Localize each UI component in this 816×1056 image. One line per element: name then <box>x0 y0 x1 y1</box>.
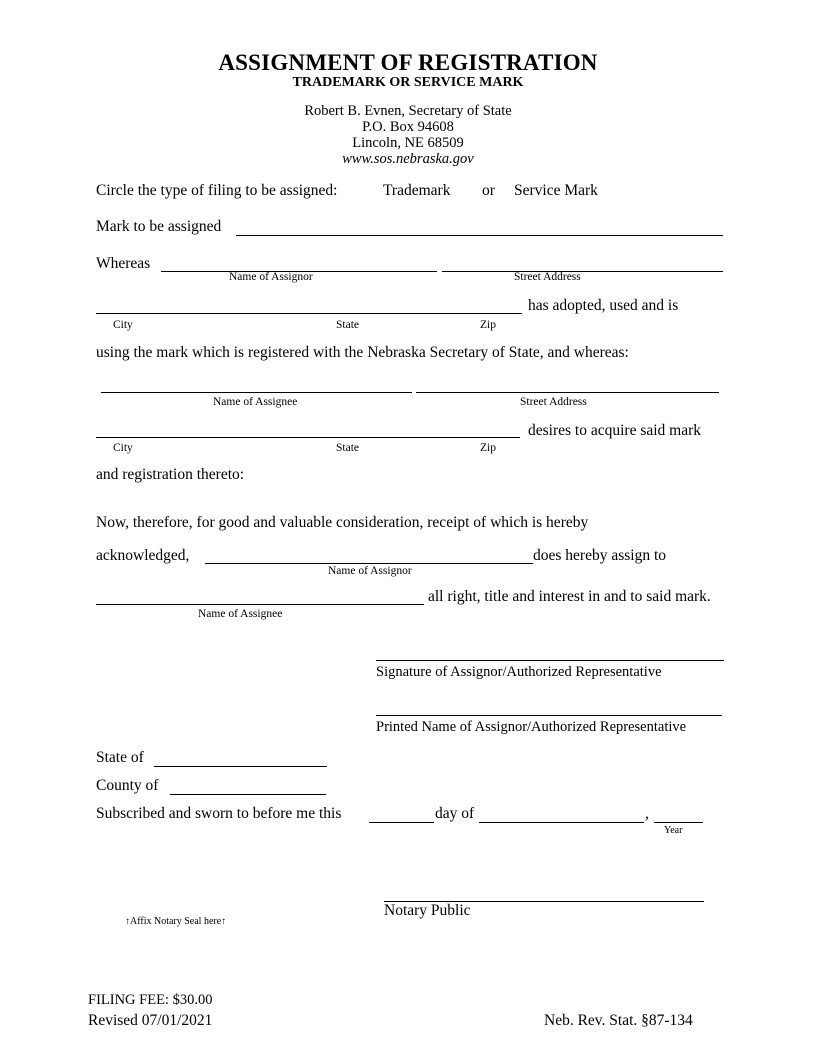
month-line[interactable] <box>479 822 644 823</box>
assignee-city-state-zip-line[interactable] <box>96 437 520 438</box>
assignor-street-caption: Street Address <box>514 271 581 283</box>
address-line-1: Robert B. Evnen, Secretary of State <box>304 103 512 119</box>
desires-text: desires to acquire said mark <box>528 422 702 439</box>
registration-text: and registration thereto: <box>96 466 245 483</box>
assignor-street-line[interactable] <box>442 271 723 272</box>
registered-text: using the mark which is registered with the Nebraska Secretary of State, and whereas: <box>96 344 629 361</box>
page-title: ASSIGNMENT OF REGISTRATION <box>218 50 598 75</box>
state-of-line[interactable] <box>154 766 327 767</box>
whereas-label: Whereas <box>96 255 151 272</box>
assignor-zip-caption: Zip <box>480 319 496 331</box>
county-of-label: County of <box>96 777 159 794</box>
address-line-2: P.O. Box 94608 <box>362 119 454 135</box>
filing-fee: FILING FEE: $30.00 <box>88 992 213 1008</box>
assignee-street-line[interactable] <box>416 392 719 393</box>
assignor-name-caption: Name of Assignor <box>229 271 313 283</box>
printed-name-line[interactable] <box>376 715 722 716</box>
assign-assignor-caption: Name of Assignor <box>328 565 412 577</box>
filing-type-prompt: Circle the type of filing to be assigned: <box>96 182 338 199</box>
page-subtitle: TRADEMARK OR SERVICE MARK <box>292 75 524 90</box>
mark-input-line[interactable] <box>236 235 723 236</box>
assignee-street-caption: Street Address <box>520 396 587 408</box>
assignee-name-caption: Name of Assignee <box>213 396 298 408</box>
assignor-city-state-zip-line[interactable] <box>96 313 522 314</box>
assignee-state-caption: State <box>336 442 359 454</box>
assign-assignee-caption: Name of Assignee <box>198 608 283 620</box>
notary-public-caption: Notary Public <box>384 902 471 919</box>
acknowledged-text: acknowledged, <box>96 547 190 564</box>
state-of-label: State of <box>96 749 144 766</box>
assignor-city-caption: City <box>113 319 133 331</box>
consideration-text: Now, therefore, for good and valuable consideration, receipt of which is hereby <box>96 514 589 531</box>
year-caption: Year <box>664 825 683 836</box>
day-of-label: day of <box>435 805 475 822</box>
mark-label: Mark to be assigned <box>96 218 222 235</box>
revised-date: Revised 07/01/2021 <box>88 1012 213 1029</box>
filing-option-trademark[interactable]: Trademark <box>383 182 451 199</box>
signature-line[interactable] <box>376 660 724 661</box>
assignee-zip-caption: Zip <box>480 442 496 454</box>
adopted-text: has adopted, used and is <box>528 297 679 314</box>
assign-assignee-line[interactable] <box>96 604 424 605</box>
statute-reference: Neb. Rev. Stat. §87-134 <box>544 1012 693 1029</box>
printed-name-caption: Printed Name of Assignor/Authorized Representative <box>376 719 687 735</box>
assignor-state-caption: State <box>336 319 359 331</box>
day-line[interactable] <box>369 822 434 823</box>
year-line[interactable] <box>654 822 703 823</box>
filing-option-service-mark[interactable]: Service Mark <box>514 182 598 199</box>
county-of-line[interactable] <box>170 794 326 795</box>
assign-assignor-line[interactable] <box>205 563 533 564</box>
assign-to-text: does hereby assign to <box>533 547 667 564</box>
signature-caption: Signature of Assignor/Authorized Representative <box>376 664 662 680</box>
assignee-city-caption: City <box>113 442 133 454</box>
year-comma: , <box>645 805 649 822</box>
assignee-name-line[interactable] <box>101 392 412 393</box>
website-link: www.sos.nebraska.gov <box>342 151 474 167</box>
address-line-3: Lincoln, NE 68509 <box>352 135 464 151</box>
subscribed-label: Subscribed and sworn to before me this <box>96 805 342 822</box>
all-right-text: all right, title and interest in and to said mark. <box>428 588 711 605</box>
filing-option-or: or <box>482 182 495 199</box>
notary-seal-note: ↑Affix Notary Seal here↑ <box>125 916 227 927</box>
